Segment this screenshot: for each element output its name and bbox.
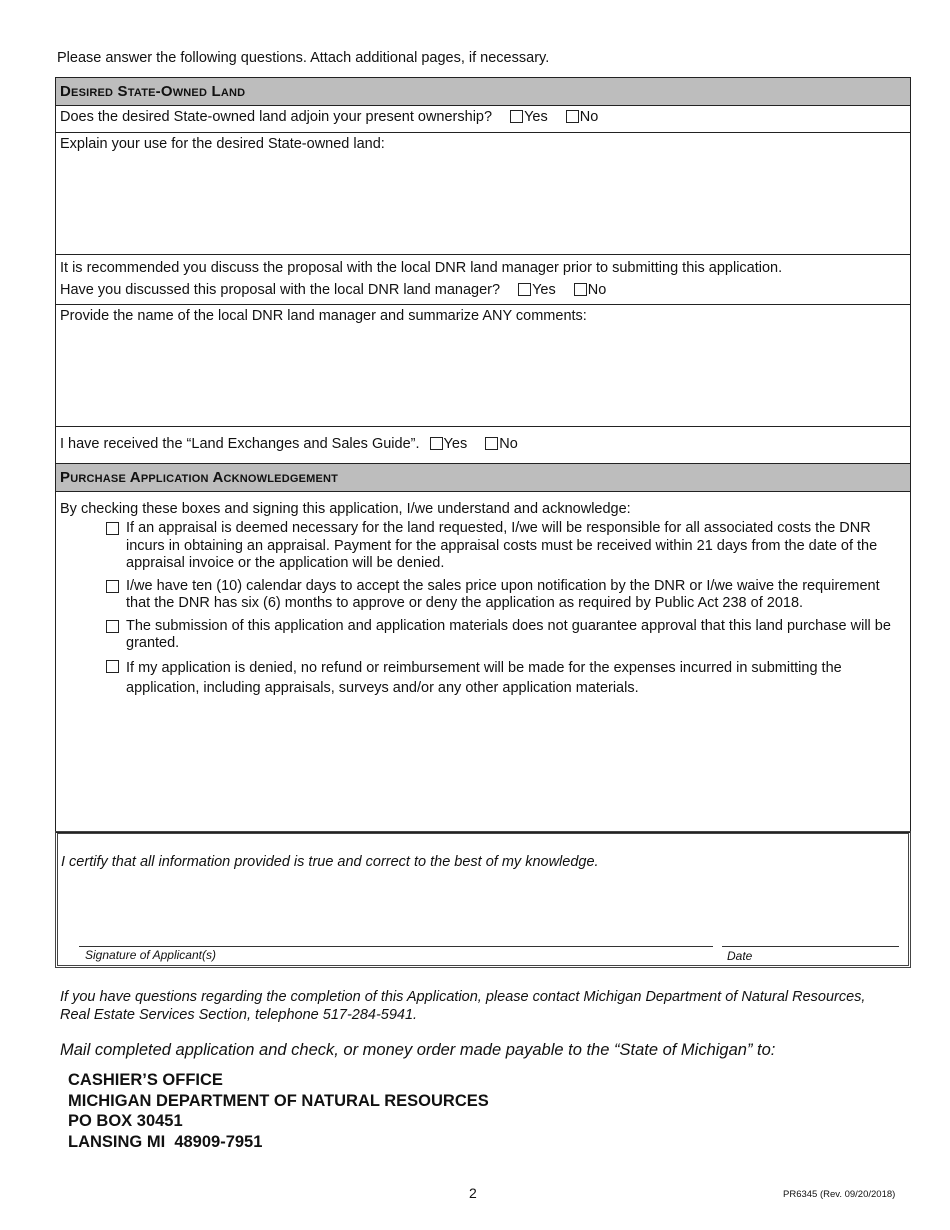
guide-yes-label: Yes bbox=[443, 436, 468, 452]
ack-checkbox-appraisal[interactable] bbox=[106, 522, 119, 535]
ack-checkbox-no-guarantee[interactable] bbox=[106, 620, 119, 633]
recommend-text: It is recommended you discuss the proposal with the local DNR land manager prior to submitting this application. bbox=[60, 260, 783, 276]
use-question: Explain your use for the desired State-owned land: bbox=[60, 136, 385, 152]
adjoin-question-row bbox=[56, 106, 910, 133]
acknowledgement-item bbox=[60, 578, 906, 613]
adjoin-yes-checkbox[interactable] bbox=[510, 110, 523, 123]
address-line-2: MICHIGAN DEPARTMENT OF NATURAL RESOURCES bbox=[68, 1091, 489, 1110]
use-explanation-field[interactable] bbox=[56, 133, 910, 255]
guide-no-label: No bbox=[499, 436, 518, 452]
discussed-yes-label: Yes bbox=[532, 282, 556, 298]
acknowledgement-lead: By checking these boxes and signing this application, I/we understand and acknowledge: bbox=[60, 501, 631, 517]
guide-yes-checkbox[interactable] bbox=[430, 437, 443, 450]
address-line-1: CASHIER’S OFFICE bbox=[68, 1071, 223, 1089]
manager-comments-field[interactable] bbox=[56, 305, 910, 427]
signature-line[interactable] bbox=[79, 946, 713, 947]
page-number: 2 bbox=[469, 1185, 477, 1201]
date-label: Date bbox=[727, 949, 753, 963]
address-line-4: LANSING MI 48909-7951 bbox=[68, 1132, 263, 1151]
adjoin-no-checkbox[interactable] bbox=[566, 110, 579, 123]
ack-text-appraisal: If an appraisal is deemed necessary for the land requested, I/we will be responsible for all associated costs the DNR incurs in obtaining an appraisal. Payment for the appraisal costs must be received within 21 days from the date of the appraisal invoice or the application will be denied. bbox=[126, 520, 878, 571]
acknowledgement-item bbox=[60, 658, 906, 698]
discussed-no-label: No bbox=[587, 282, 607, 298]
certification-box bbox=[55, 831, 911, 968]
date-line[interactable] bbox=[722, 946, 899, 947]
acknowledgement-item bbox=[60, 520, 906, 573]
intro-text: Please answer the following questions. Attach additional pages, if necessary. bbox=[57, 50, 550, 66]
certification-statement: I certify that all information provided is true and correct to the best of my knowledge. bbox=[61, 854, 599, 870]
section-header-desired-land: Desired State-Owned Land bbox=[56, 78, 910, 106]
form-id: PR6345 (Rev. 09/20/2018) bbox=[783, 1189, 896, 1200]
ack-text-sales-price: I/we have ten (10) calendar days to accept the sales price upon notification by the DNR or I/we waive the requirement that the DNR has six (6) months to approve or deny the application as required by Public Act 238 of 2018. bbox=[126, 577, 880, 611]
acknowledgement-list bbox=[60, 520, 906, 698]
ack-checkbox-no-refund[interactable] bbox=[106, 660, 119, 673]
adjoin-no-label: No bbox=[579, 109, 599, 125]
ack-text-no-refund: If my application is denied, no refund or reimbursement will be made for the expenses incurred in submitting the application, including appraisals, surveys and/or any other application materials. bbox=[126, 659, 842, 696]
address-line-3: PO BOX 30451 bbox=[68, 1112, 183, 1130]
guide-no-checkbox[interactable] bbox=[485, 437, 498, 450]
signature-label: Signature of Applicant(s) bbox=[85, 948, 216, 962]
mailing-address bbox=[68, 1070, 489, 1152]
discussed-yes-checkbox[interactable] bbox=[518, 283, 531, 296]
discussed-question: Have you discussed this proposal with the local DNR land manager? bbox=[60, 282, 501, 298]
acknowledgement-item bbox=[60, 618, 906, 653]
guide-row bbox=[56, 427, 910, 464]
application-form bbox=[55, 77, 911, 833]
manager-question: Provide the name of the local DNR land manager and summarize ANY comments: bbox=[60, 308, 587, 324]
acknowledgement-block bbox=[56, 492, 910, 832]
section-header-acknowledgement: Purchase Application Acknowledgement bbox=[56, 464, 910, 492]
mail-instructions: Mail completed application and check, or money order made payable to the “State of Michigan” to: bbox=[60, 1041, 776, 1059]
contact-note: If you have questions regarding the completion of this Application, please contact Michigan Department of Natural Resources, Real Estate Services Section, telephone 517-284-5941. bbox=[60, 989, 866, 1023]
discussed-no-checkbox[interactable] bbox=[574, 283, 587, 296]
adjoin-question: Does the desired State-owned land adjoin your present ownership? bbox=[60, 109, 493, 125]
adjoin-yes-label: Yes bbox=[524, 109, 548, 125]
ack-text-no-guarantee: The submission of this application and application materials does not guarantee approval that this land purchase will be granted. bbox=[126, 617, 891, 651]
guide-question: I have received the “Land Exchanges and Sales Guide”. bbox=[60, 436, 420, 452]
discuss-row bbox=[56, 255, 910, 305]
ack-checkbox-sales-price[interactable] bbox=[106, 580, 119, 593]
